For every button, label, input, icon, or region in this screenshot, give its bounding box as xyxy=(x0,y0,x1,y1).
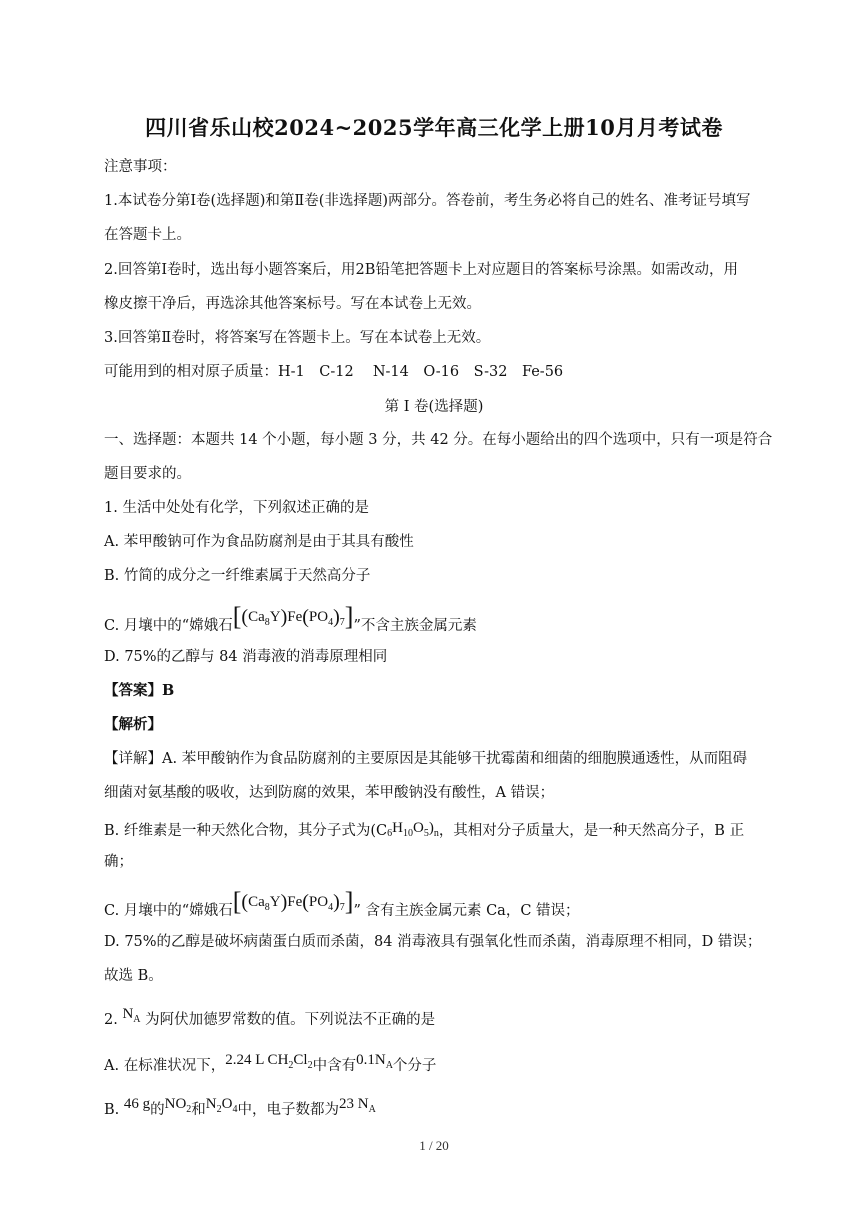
q1-stem: 1. 生活中处处有化学，下列叙述正确的是 xyxy=(104,500,369,516)
avogadro-symbol: $N_A$ xyxy=(122,1006,141,1025)
q1-option-c xyxy=(104,602,477,639)
q2-option-b-electron-formula: 23 $N_A$ xyxy=(338,1096,376,1115)
cellulose-formula: $_6H_{10}O_5)_n$ xyxy=(387,820,439,839)
q2-option-b xyxy=(104,1096,376,1126)
q2-option-b-mid1: 的 xyxy=(150,1102,165,1118)
q1-option-d: D. 75%的乙醇与 84 消毒液的消毒原理相同 xyxy=(104,649,388,665)
q1-detail-c xyxy=(104,887,580,924)
q2-stem xyxy=(104,1006,436,1036)
notice-item-2-line-2: 橡皮擦干净后，再选涂其他答案标号。写在本试卷上无效。 xyxy=(104,296,481,312)
q1-detail-b xyxy=(104,818,744,844)
q2-option-b-mid3: 中，电子数都为 xyxy=(237,1102,339,1118)
q1-analysis-label: 【解析】 xyxy=(104,716,162,733)
q2-option-b-mass-formula: 46 g xyxy=(123,1096,151,1112)
q1-detail-c-suffix: ” 含有主族金属元素 Ca，C 错误； xyxy=(353,903,580,919)
q2-option-a-prefix: A. 在标准状况下， xyxy=(104,1058,226,1074)
q2-option-a-suffix: 个分子 xyxy=(392,1058,437,1074)
section-title: 第 I 卷(选择题) xyxy=(384,399,484,415)
q1-detail-d: D. 75%的乙醇是破坏病菌蛋白质而杀菌，84 消毒液具有强氧化性而杀菌，消毒原理不相同，D 错误； xyxy=(104,934,762,950)
q1-option-c-suffix: ”不含主族金属元素 xyxy=(353,618,477,634)
q1-detail-b-line-2: 确； xyxy=(104,854,133,870)
notice-item-1-line-2: 在答题卡上。 xyxy=(104,227,191,243)
q2-option-a xyxy=(104,1052,437,1082)
section-intro-line-1: 一、选择题：本题共 14 个小题，每小题 3 分，共 42 分。在每小题给出的四个选项中，只有一项是符合 xyxy=(104,432,773,448)
q2-option-a-volume-formula: 2.24 L $CH_2Cl_2$ xyxy=(225,1052,313,1071)
notice-item-3: 3.回答第Ⅱ卷时，将答案写在答题卡上。写在本试卷上无效。 xyxy=(104,330,491,346)
q1-detail-line-2: 细菌对氨基酸的吸收，达到防腐的效果，苯甲酸钠没有酸性，A 错误； xyxy=(104,785,555,801)
q1-option-b: B. 竹简的成分之一纤维素属于天然高分子 xyxy=(104,568,371,584)
q2-option-a-mid: 中含有 xyxy=(312,1058,357,1074)
q2-option-a-count-formula: $0.1N_A$ xyxy=(356,1052,393,1071)
q1-detail-b-prefix: B. 纤维素是一种天然化合物，其分子式为(C xyxy=(104,823,388,839)
q1-detail-c-prefix: C. 月壤中的“嫦娥石 xyxy=(104,903,233,919)
q1-detail-b-suffix: ，其相对分子质量大，是一种天然高分子，B 正 xyxy=(438,823,745,839)
q2-stem-suffix: 为阿伏加德罗常数的值。下列说法不正确的是 xyxy=(145,1012,436,1028)
notice-item-1-line-1: 1.本试卷分第Ⅰ卷(选择题)和第Ⅱ卷(非选择题)两部分。答卷前，考生务必将自己的姓名、准考证号填写 xyxy=(104,193,751,209)
q1-option-a: A. 苯甲酸钠可作为食品防腐剂是由于其具有酸性 xyxy=(104,534,414,550)
chang-e-stone-formula-2: $[(Ca_8Y)Fe(PO_4)_7]$ xyxy=(232,887,354,916)
q1-conclusion: 故选 B。 xyxy=(104,968,163,984)
section-intro-line-2: 题目要求的。 xyxy=(104,466,191,482)
q1-answer: 【答案】B xyxy=(104,682,175,699)
atomic-mass-line: 可能用到的相对原子质量：H-1 C-12 N-14 O-16 S-32 Fe-56 xyxy=(104,364,564,380)
q2-option-b-n2o4-formula: $N_2O_4$ xyxy=(205,1096,238,1115)
q1-option-c-prefix: C. 月壤中的“嫦娥石 xyxy=(104,618,233,634)
page-number: 1 / 20 xyxy=(419,1138,449,1153)
q1-detail-line-1: 【详解】A. 苯甲酸钠作为食品防腐剂的主要原因是其能够干扰霉菌和细菌的细胞膜通透性，从而阻碍 xyxy=(104,751,748,767)
q2-option-b-prefix: B. xyxy=(104,1102,120,1118)
notice-heading: 注意事项： xyxy=(104,159,177,175)
chang-e-stone-formula: $[(Ca_8Y)Fe(PO_4)_7]$ xyxy=(232,602,354,631)
q2-stem-prefix: 2. xyxy=(104,1012,118,1028)
q2-option-b-no2-formula: $NO_2$ xyxy=(164,1096,192,1115)
page-title: 四川省乐山校2024~2025学年高三化学上册10月月考试卷 xyxy=(145,115,723,140)
notice-item-2-line-1: 2.回答第Ⅰ卷时，选出每小题答案后，用2B铅笔把答题卡上对应题目的答案标号涂黑。如需改动，用 xyxy=(104,262,738,278)
q2-option-b-mid2: 和 xyxy=(191,1102,206,1118)
